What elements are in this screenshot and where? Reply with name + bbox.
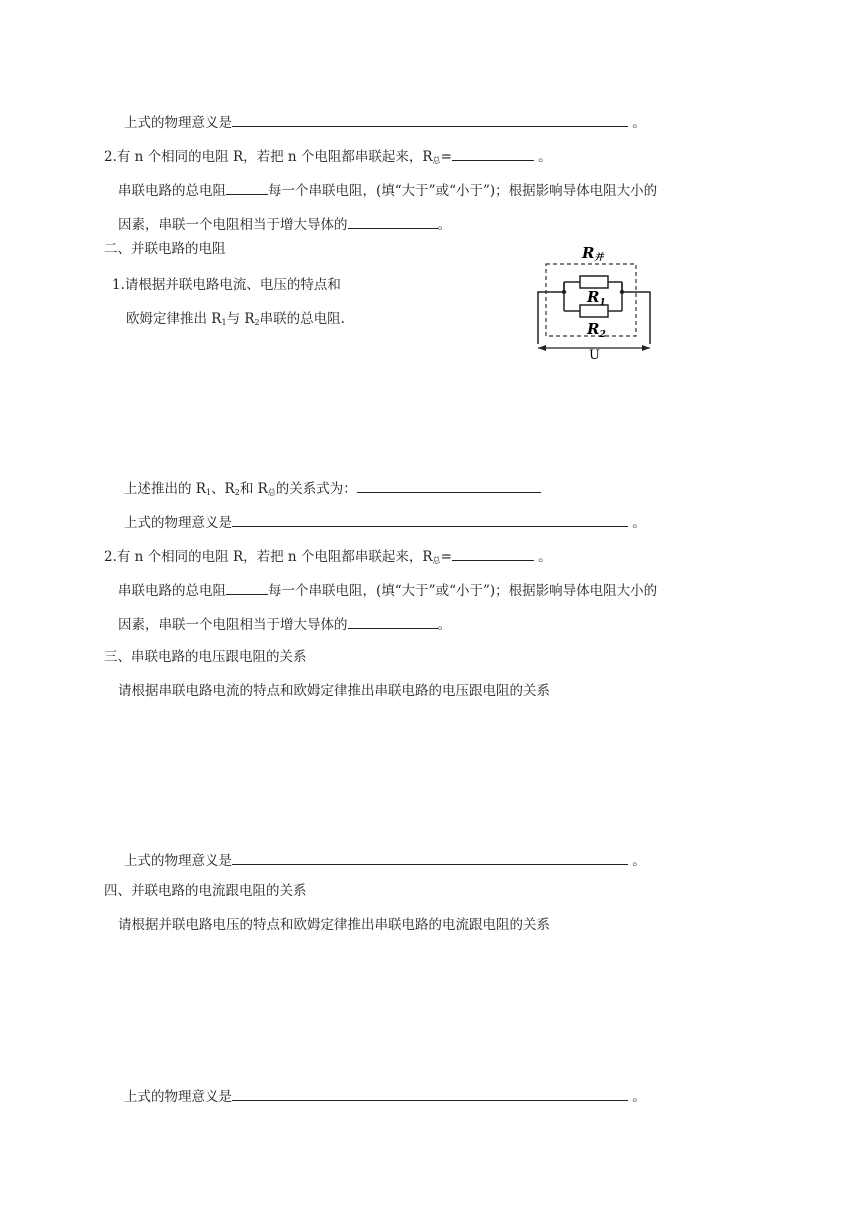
parallel-item-1-line-1: 1.请根据并联电路电流、电压的特点和 — [112, 277, 341, 293]
item-text: = — [440, 549, 452, 565]
compare-line-2 — [118, 580, 657, 600]
meaning-line-1 — [124, 112, 646, 132]
answer-blank[interactable] — [452, 546, 534, 561]
item-text: 2.有 n 个相同的电阻 R，若把 n 个电阻都串联起来，R — [104, 149, 433, 165]
item-text: 串联电路的总电阻 — [118, 583, 226, 599]
item-text: 串联的总电阻. — [259, 311, 345, 327]
label-r-total: R并 — [582, 244, 604, 263]
subscript: 1 — [221, 318, 227, 327]
section-heading-parallel-resistance: 二、并联电路的电阻 — [104, 241, 226, 257]
n-resistors-line-2 — [104, 546, 552, 570]
label-u: U — [589, 348, 600, 360]
label-r1: $R_1$ — [587, 288, 606, 308]
item-text: 上述推出的 R — [124, 481, 206, 497]
end-mark: 。 — [632, 1089, 646, 1105]
item-text: 2.有 n 个相同的电阻 R，若把 n 个电阻都串联起来，R — [104, 549, 433, 565]
answer-blank[interactable] — [232, 512, 628, 527]
item-text: 的关系式为： — [275, 481, 357, 497]
meaning-label: 上式的物理意义是 — [124, 853, 232, 869]
answer-blank[interactable] — [452, 146, 534, 161]
factor-line-2 — [118, 614, 451, 634]
item-text: 因素，串联一个电阻相当于增大导体的 — [118, 617, 348, 633]
meaning-label: 上式的物理意义是 — [124, 1089, 232, 1105]
answer-blank[interactable] — [226, 580, 268, 595]
item-text: 每一个串联电阻，(填“大于”或“小于”)；根据影响导体电阻大小的 — [268, 583, 658, 599]
end-mark: 。 — [437, 217, 451, 233]
series-compare-line — [118, 180, 657, 200]
series-factor-line — [118, 214, 451, 234]
item-text: 和 R — [239, 481, 268, 497]
subscript: 总 — [432, 156, 441, 165]
item-text: 因素，串联一个电阻相当于增大导体的 — [118, 217, 348, 233]
end-mark: 。 — [538, 549, 552, 565]
junction-left — [562, 290, 566, 294]
resistor-r1 — [580, 276, 608, 288]
subscript: 1 — [205, 488, 212, 497]
arrow-right-icon — [642, 345, 650, 351]
answer-blank[interactable] — [348, 614, 438, 629]
item-text: 与 R — [226, 311, 255, 327]
meaning-line-3 — [124, 850, 646, 870]
end-mark: 。 — [632, 515, 646, 531]
subscript: 2 — [254, 318, 260, 327]
junction-right — [620, 290, 624, 294]
answer-blank[interactable] — [232, 1086, 628, 1101]
answer-blank[interactable] — [226, 180, 268, 195]
answer-blank[interactable] — [348, 214, 438, 229]
arrow-left-icon — [538, 345, 546, 351]
section-heading-parallel-current: 四、并联电路的电流跟电阻的关系 — [104, 883, 307, 899]
left-wire — [538, 282, 564, 344]
meaning-line-4 — [124, 1086, 646, 1106]
subscript: 2 — [234, 488, 240, 497]
item-text: 串联电路的总电阻 — [118, 183, 226, 199]
answer-blank[interactable] — [357, 478, 541, 493]
answer-blank[interactable] — [232, 850, 628, 865]
parallel-item-1-line-2 — [126, 310, 345, 332]
parallel-circuit-diagram — [526, 238, 658, 360]
item-text: 、R — [211, 481, 235, 497]
end-mark: 。 — [632, 853, 646, 869]
end-mark: 。 — [437, 617, 451, 633]
end-mark: 。 — [538, 149, 552, 165]
section-heading-series-voltage: 三、串联电路的电压跟电阻的关系 — [104, 649, 307, 665]
right-wire — [622, 282, 650, 344]
item-text: 每一个串联电阻，(填“大于”或“小于”)；根据影响导体电阻大小的 — [268, 183, 658, 199]
subscript: 总 — [432, 556, 441, 565]
answer-blank[interactable] — [232, 112, 628, 127]
meaning-line-2 — [124, 512, 646, 532]
item-text: = — [440, 149, 452, 165]
series-voltage-prompt: 请根据串联电路电流的特点和欧姆定律推出串联电路的电压跟电阻的关系 — [118, 683, 550, 699]
parallel-current-prompt: 请根据并联电路电压的特点和欧姆定律推出串联电路的电流跟电阻的关系 — [118, 917, 550, 933]
relation-line — [124, 478, 541, 502]
series-n-resistors-line — [104, 146, 552, 170]
label-r2: $R_2$ — [587, 320, 606, 340]
item-text: 欧姆定律推出 R — [126, 311, 222, 327]
meaning-label: 上式的物理意义是 — [124, 515, 232, 531]
end-mark: 。 — [632, 115, 646, 131]
subscript: 总 — [267, 488, 276, 497]
meaning-label: 上式的物理意义是 — [124, 115, 232, 131]
